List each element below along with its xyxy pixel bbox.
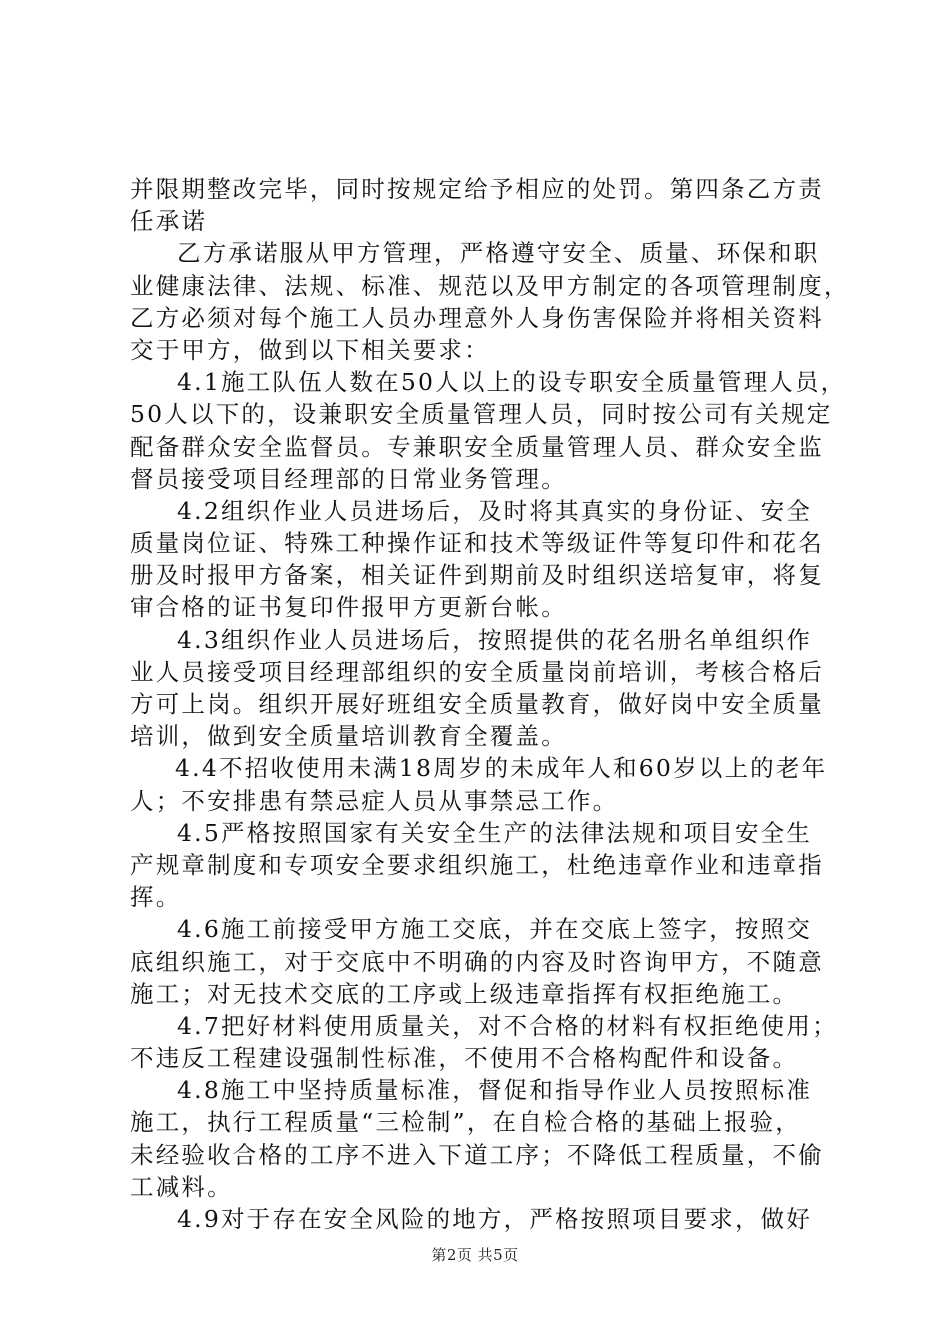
page-footer: 第2页 共5页 xyxy=(431,1246,519,1264)
text-line: 产规章制度和专项安全要求组织施工，杜绝违章作业和违章指 xyxy=(130,850,824,879)
text-line: 未经验收合格的工序不进入下道工序；不降低工程质量，不偷 xyxy=(130,1140,824,1169)
text-line: 配备群众安全监督员。专兼职安全质量管理人员、群众安全监 xyxy=(130,432,824,461)
text-line: 培训，做到安全质量培训教育全覆盖。 xyxy=(130,722,567,751)
text-line: 4.4不招收使用未满18周岁的未成年人和60岁以上的老年 xyxy=(175,754,828,783)
text-line: 施工，执行工程质量“三检制”，在自检合格的基础上报验， xyxy=(130,1108,801,1137)
text-line: 4.6施工前接受甲方施工交底，并在交底上签字，按照交 xyxy=(177,915,813,944)
text-line: 册及时报甲方备案，相关证件到期前及时组织送培复审，将复 xyxy=(130,561,824,590)
text-line: 督员接受项目经理部的日常业务管理。 xyxy=(130,464,567,493)
text-line: 乙方必须对每个施工人员办理意外人身伤害保险并将相关资料 xyxy=(130,303,824,332)
text-line: 审合格的证书复印件报甲方更新台帐。 xyxy=(130,593,567,622)
text-line: 4.2组织作业人员进场后，及时将其真实的身份证、安全 xyxy=(177,496,813,525)
text-line: 4.5严格按照国家有关安全生产的法律法规和项目安全生 xyxy=(177,818,813,847)
text-line: 并限期整改完毕，同时按规定给予相应的处罚。第四条乙方责 xyxy=(130,175,824,203)
document-body xyxy=(130,173,850,1235)
text-line: 4.7把好材料使用质量关，对不合格的材料有权拒绝使用； xyxy=(177,1011,838,1040)
text-line: 4.9对于存在安全风险的地方，严格按照项目要求，做好 xyxy=(177,1205,813,1233)
text-line: 施工；对无技术交底的工序或上级违章指挥有权拒绝施工。 xyxy=(130,979,799,1008)
text-line: 4.3组织作业人员进场后，按照提供的花名册名单组织作 xyxy=(177,625,813,654)
text-line: 乙方承诺服从甲方管理，严格遵守安全、质量、环保和职 xyxy=(177,239,820,268)
text-line: 底组织施工，对于交底中不明确的内容及时咨询甲方，不随意 xyxy=(130,947,824,976)
text-line: 交于甲方，做到以下相关要求： xyxy=(130,335,490,364)
text-line: 工减料。 xyxy=(130,1172,233,1201)
text-line: 方可上岗。组织开展好班组安全质量教育，做好岗中安全质量 xyxy=(130,690,824,718)
text-line: 不违反工程建设强制性标准，不使用不合格构配件和设备。 xyxy=(130,1044,799,1073)
text-line: 业健康法律、法规、标准、规范以及甲方制定的各项管理制度， xyxy=(130,271,850,300)
text-line: 质量岗位证、特殊工种操作证和技术等级证件等复印件和花名 xyxy=(130,529,824,558)
text-line: 4.8施工中坚持质量标准，督促和指导作业人员按照标准 xyxy=(177,1076,813,1105)
text-line: 业人员接受项目经理部组织的安全质量岗前培训，考核合格后 xyxy=(130,657,824,686)
text-line: 任承诺 xyxy=(130,207,208,236)
text-line: 挥。 xyxy=(130,883,182,912)
text-line: 50人以下的，设兼职安全质量管理人员，同时按公司有关规定 xyxy=(130,400,833,429)
text-line: 4.1施工队伍人数在50人以上的设专职安全质量管理人员， xyxy=(177,368,847,397)
text-line: 人；不安排患有禁忌症人员从事禁忌工作。 xyxy=(130,786,619,815)
